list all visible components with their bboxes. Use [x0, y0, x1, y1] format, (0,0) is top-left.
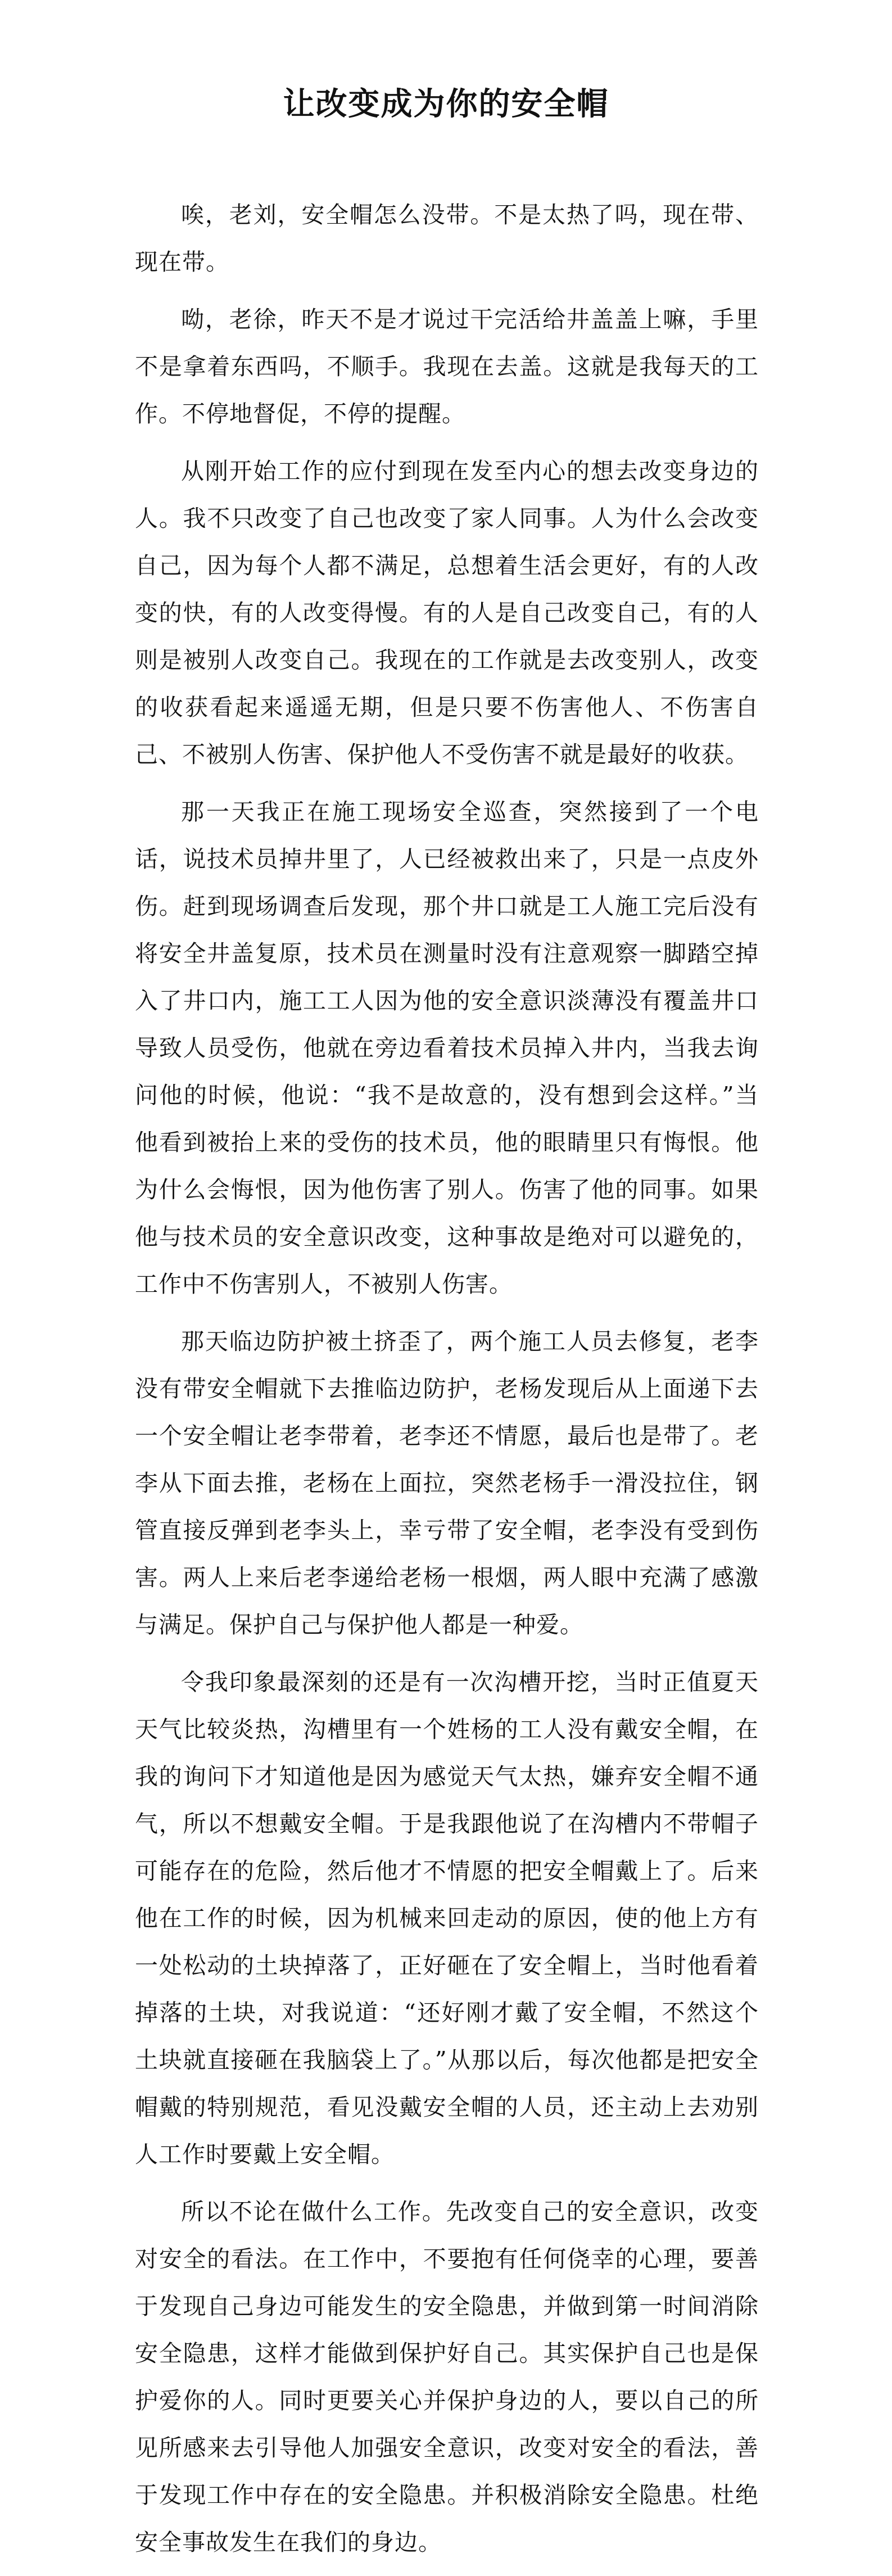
paragraph: 那天临边防护被土挤歪了，两个施工人员去修复，老李没有带安全帽就下去推临边防护，老杨发现后从上面递下去一个安全帽让老李带着，老李还不情愿，最后也是带了。老李从下面去推，老杨在上面拉，突然老杨手一滑没拉住，钢管直接反弹到老李头上，幸亏带了安全帽，老李没有受到伤害。两人上来后老李递给老杨一根烟，两人眼中充满了感激与满足。保护自己与保护他人都是一种爱。: [135, 1328, 759, 1638]
paragraph: 那一天我正在施工现场安全巡查，突然接到了一个电话，说技术员掉井里了，人已经被救出来了，只是一点皮外伤。赶到现场调查后发现，那个井口就是工人施工完后没有将安全井盖复原，技术员在测量时没有注意观察一脚踏空掉入了井口内，施工工人因为他的安全意识淡薄没有覆盖井口导致人员受伤，他就在旁边看着技术员掉入井内，当我去询问他的时候，他说：“我不是故意的，没有想到会这样。”当他看到被抬上来的受伤的技术员，他的眼睛里只有悔恨。他为什么会悔恨，因为他伤害了别人。伤害了他的同事。如果他与技术员的安全意识改变，这种事故是绝对可以避免的，工作中不伤害别人，不被别人伤害。: [135, 798, 759, 1298]
paragraph: 唉，老刘，安全帽怎么没带。不是太热了吗，现在带、现在带。: [135, 201, 759, 275]
paragraph: 所以不论在做什么工作。先改变自己的安全意识，改变对安全的看法。在工作中，不要抱有任何侥幸的心理，要善于发现自己身边可能发生的安全隐患，并做到第一时间消除安全隐患，这样才能做到保护好自己。其实保护自己也是保护爱你的人。同时更要关心并保护身边的人，要以自己的所见所感来去引导他人加强安全意识，改变对安全的看法，善于发现工作中存在的安全隐患。并积极消除安全隐患。杜绝安全事故发生在我们的身边。: [135, 2198, 759, 2556]
document-title: 让改变成为你的安全帽: [283, 85, 609, 123]
paragraph: 呦，老徐，昨天不是才说过干完活给井盖盖上嘛，手里不是拿着东西吗，不顺手。我现在去盖。这就是我每天的工作。不停地督促，不停的提醒。: [135, 306, 759, 427]
document-body: [135, 191, 759, 2576]
paragraph: 从刚开始工作的应付到现在发至内心的想去改变身边的人。我不只改变了自己也改变了家人同事。人为什么会改变自己，因为每个人都不满足，总想着生活会更好，有的人改变的快，有的人改变得慢。有的人是自己改变自己，有的人则是被别人改变自己。我现在的工作就是去改变别人，改变的收获看起来遥遥无期，但是只要不伤害他人、不伤害自己、不被别人伤害、保护他人不受伤害不就是最好的收获。: [135, 458, 759, 768]
paragraph: 令我印象最深刻的还是有一次沟槽开挖，当时正值夏天天气比较炎热，沟槽里有一个姓杨的工人没有戴安全帽，在我的询问下才知道他是因为感觉天气太热，嫌弃安全帽不通气，所以不想戴安全帽。于是我跟他说了在沟槽内不带帽子可能存在的危险，然后他才不情愿的把安全帽戴上了。后来他在工作的时候，因为机械来回走动的原因，使的他上方有一处松动的土块掉落了，正好砸在了安全帽上，当时他看着掉落的土块，对我说道：“还好刚才戴了安全帽，不然这个土块就直接砸在我脑袋上了。”从那以后，每次他都是把安全帽戴的特别规范，看见没戴安全帽的人员，还主动上去劝别人工作时要戴上安全帽。: [135, 1669, 759, 2168]
